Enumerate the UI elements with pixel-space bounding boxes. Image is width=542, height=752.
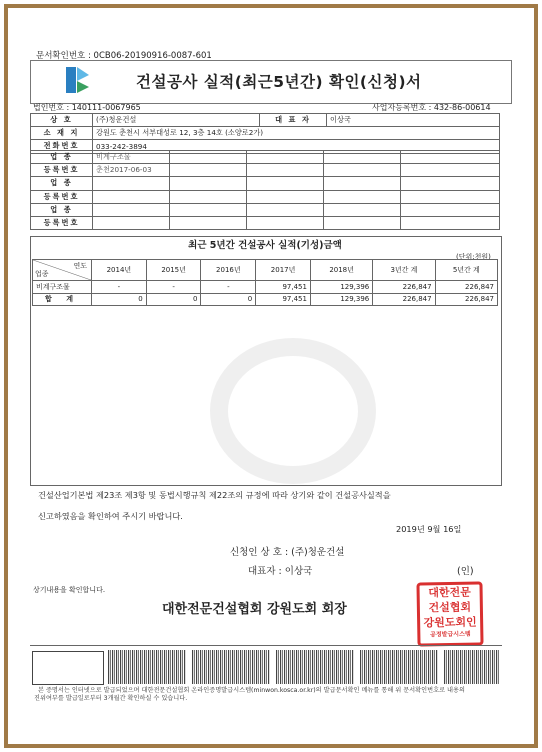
qr-code-box <box>32 651 104 685</box>
confirm-text: 상기내용을 확인합니다. <box>33 586 106 594</box>
cell: 97,451 <box>256 293 311 306</box>
corner-cell <box>33 260 92 281</box>
col-header: 2016년 <box>201 260 256 281</box>
label-reg-3: 등록번호 <box>31 216 93 229</box>
row-name: 합 계 <box>33 293 92 306</box>
cell: 226,847 <box>373 293 435 306</box>
cell: 97,451 <box>256 281 311 294</box>
label-industry-2: 업 종 <box>31 177 93 190</box>
association-name: 대한전문건설협회 강원도회 회장 <box>162 602 347 617</box>
business-number: 사업자등록번호 : 432-86-00614 <box>372 103 491 112</box>
industry-1: 비계구조물 <box>93 151 170 164</box>
cell: 226,847 <box>435 293 497 306</box>
performance-table <box>32 259 498 306</box>
col-header: 2014년 <box>92 260 147 281</box>
cell: - <box>146 281 201 294</box>
declaration-line-2: 신고하였음을 확인하여 주시기 바랍니다. <box>38 511 183 521</box>
unit-label: (단위:천원) <box>456 253 491 261</box>
label-reg-1: 등록번호 <box>31 164 93 177</box>
corner-year: 연도 <box>73 262 87 270</box>
applicant-name: 신청인 상 호 : (주)청운건설 <box>230 547 345 558</box>
rep-name: 이상국 <box>327 114 500 127</box>
row-name: 비계구조물 <box>33 281 92 294</box>
cell: 0 <box>201 293 256 306</box>
declaration-line-1: 건설산업기본법 제23조 제3항 및 동법시행규칙 제22조의 규정에 따라 상기와 같이 건설공사실적을 <box>38 490 391 500</box>
barcode-icon <box>360 650 438 684</box>
license-table <box>30 150 500 230</box>
cell: 0 <box>92 293 147 306</box>
reg-1: 춘천2017-06-03 <box>93 164 170 177</box>
col-header: 2018년 <box>310 260 372 281</box>
verification-notice-1: 본 증명서는 인터넷으로 발급되었으며 대한전문건설협회 온라인증명발급시스템(minwon.kosca.or.kr)의 발급문서확인 메뉴를 통해 위 문서확인번호로 내용의 <box>38 687 465 694</box>
barcode-icon <box>276 650 354 684</box>
label-reg-2: 등록번호 <box>31 190 93 203</box>
cell: - <box>92 281 147 294</box>
document-title: 건설공사 실적(최근5년간) 확인(신청)서 <box>136 73 422 91</box>
divider <box>30 645 502 646</box>
corporate-number: 법인번호 : 140111-0067965 <box>33 103 141 112</box>
col-header: 5년간 계 <box>435 260 497 281</box>
label-company: 상 호 <box>31 114 93 127</box>
official-stamp: 대한전문 건설협회 강원도회인 공정발급시스템 <box>416 581 483 646</box>
issue-date: 2019년 9월 16일 <box>396 524 462 534</box>
corner-industry: 업종 <box>35 270 49 278</box>
cell: 0 <box>146 293 201 306</box>
col-header: 2015년 <box>146 260 201 281</box>
table-row <box>33 293 498 306</box>
cell: 226,847 <box>435 281 497 294</box>
label-rep: 대 표 자 <box>260 114 327 127</box>
company-phone: 033-242-3894 <box>93 140 500 153</box>
verification-notice-2: 진위여부를 발급일로부터 3개월간 확인하실 수 있습니다. <box>34 695 188 702</box>
col-header: 3년간 계 <box>373 260 435 281</box>
barcode-icon <box>192 650 270 684</box>
label-address: 소 재 지 <box>31 127 93 140</box>
label-industry-1: 업 종 <box>31 151 93 164</box>
seal-mark: (인) <box>457 566 474 577</box>
applicant-rep: 대표자 : 이상국 <box>248 566 313 577</box>
barcode-icon <box>108 650 186 684</box>
cell: 226,847 <box>373 281 435 294</box>
section-title: 최근 5년간 건설공사 실적(기성)금액 <box>188 240 342 251</box>
company-name: (주)청운건설 <box>93 114 260 127</box>
label-industry-3: 업 종 <box>31 203 93 216</box>
association-logo-icon <box>63 65 91 95</box>
barcode-icon <box>444 650 500 684</box>
table-row <box>33 281 498 294</box>
company-address: 강원도 춘천시 서부대성로 12, 3층 14호 (소양로2가) <box>93 127 500 140</box>
cell: 129,396 <box>310 281 372 294</box>
col-header: 2017년 <box>256 260 311 281</box>
label-phone: 전화번호 <box>31 140 93 153</box>
cell: 129,396 <box>310 293 372 306</box>
document-number: 문서확인번호 : 0CB06-20190916-0087-601 <box>36 51 212 61</box>
company-info-table <box>30 113 500 154</box>
cell: - <box>201 281 256 294</box>
